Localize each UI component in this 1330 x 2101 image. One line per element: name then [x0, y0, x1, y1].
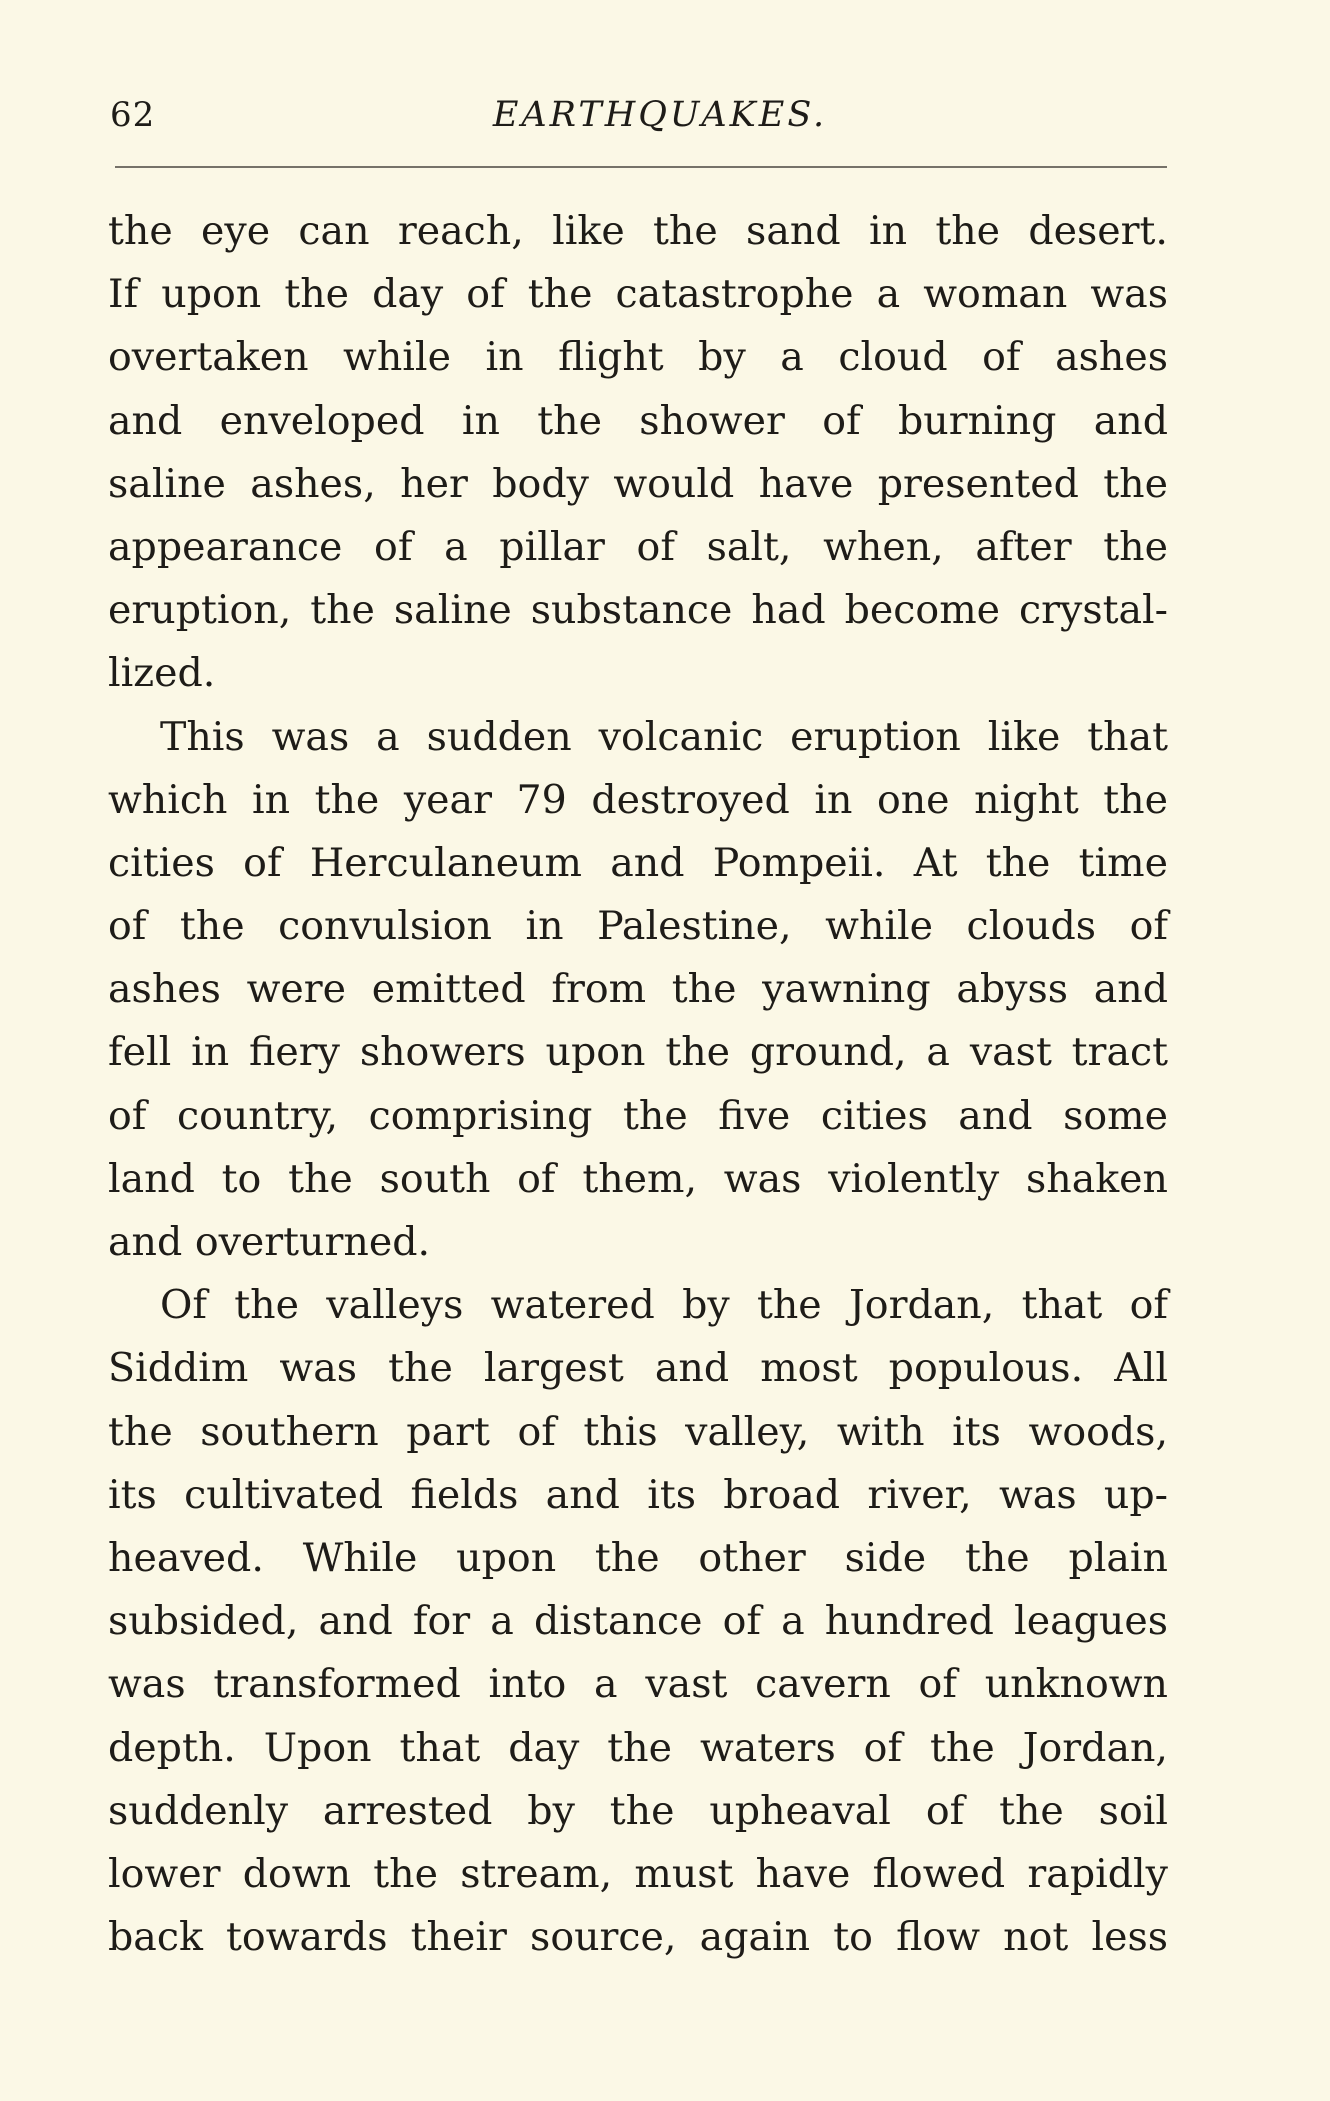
text-line: the eye can reach, like the sand in the desert. [108, 208, 1168, 254]
text-line: its cultivated fields and its broad river, was up- [108, 1471, 1168, 1518]
text-line: fell in fiery showers upon the ground, a vast tract [108, 1029, 1168, 1076]
text-line: the southern part of this valley, with its woods, [108, 1408, 1168, 1455]
text-line: cities of Herculaneum and Pompeii. At the time [108, 839, 1168, 886]
text-line: heaved. While upon the other side the plain [108, 1534, 1168, 1581]
text-line: lower down the stream, must have flowed rapidly [108, 1850, 1168, 1897]
paragraph-3 [108, 1274, 1168, 1969]
body-text [108, 200, 1168, 1969]
text-line: which in the year 79 destroyed in one night the [108, 776, 1168, 823]
text-line: ashes were emitted from the yawning abyss and [108, 966, 1168, 1013]
text-line: overtaken while in flight by a cloud of ashes [108, 334, 1168, 381]
page-header [110, 95, 1165, 145]
text-line: was transformed into a vast cavern of unknown [108, 1661, 1168, 1708]
text-line: of country, comprising the five cities and some [108, 1092, 1168, 1139]
text-line: suddenly arrested by the upheaval of the soil [108, 1787, 1168, 1834]
text-line: eruption, the saline substance had become crystal- [108, 587, 1168, 634]
page-number: 62 [110, 95, 156, 135]
text-line: saline ashes, her body would have presented the [108, 460, 1168, 507]
text-line: depth. Upon that day the waters of the Jordan, [108, 1724, 1168, 1771]
text-line: lized. [108, 650, 216, 697]
text-line: and enveloped in the shower of burning and [108, 397, 1168, 444]
text-line: back towards their source, again to flow not less [108, 1914, 1168, 1961]
text-line: and overturned. [108, 1219, 431, 1265]
text-line: This was a sudden volcanic eruption like that [160, 713, 1168, 760]
text-line: If upon the day of the catastrophe a woman was [108, 271, 1168, 318]
paragraph-1 [108, 200, 1168, 706]
text-line: appearance of a pillar of salt, when, after the [108, 523, 1168, 570]
text-line: subsided, and for a distance of a hundred leagues [108, 1598, 1168, 1645]
text-line: Of the valleys watered by the Jordan, that of [160, 1282, 1168, 1329]
header-rule [115, 166, 1167, 168]
paragraph-2 [108, 706, 1168, 1275]
text-line: land to the south of them, was violently shaken [108, 1155, 1168, 1202]
text-line: Siddim was the largest and most populous. All [108, 1345, 1168, 1392]
text-line: of the convulsion in Palestine, while clouds of [108, 903, 1168, 950]
running-title: EARTHQUAKES. [492, 95, 828, 135]
